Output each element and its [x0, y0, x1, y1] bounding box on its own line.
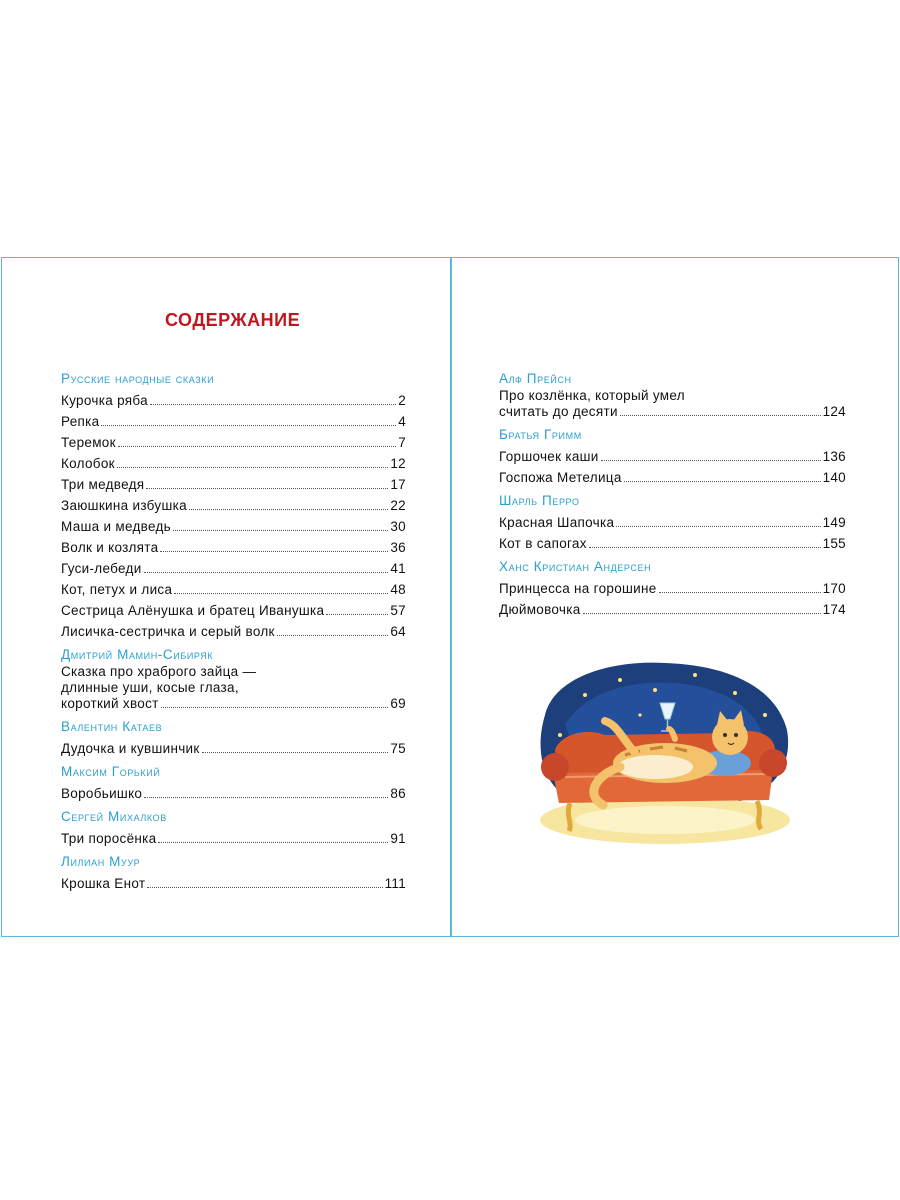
toc-author-heading: Ханс Кристиан Андерсен [499, 559, 652, 574]
toc-page-number: 41 [390, 561, 406, 576]
toc-page-number: 75 [390, 741, 406, 756]
toc-author-heading: Лилиан Муур [61, 854, 141, 869]
toc-entry-title: Дудочка и кувшинчик [61, 741, 200, 756]
toc-entry [61, 451, 406, 472]
toc-entry-title-line: длинные уши, косые глаза, [61, 680, 239, 695]
toc-page-number: 136 [822, 449, 846, 464]
toc-page-number: 22 [390, 498, 406, 513]
toc-entry-title: Сестрица Алёнушка и братец Иванушка [61, 603, 325, 618]
toc-page-number: 140 [822, 470, 846, 485]
toc-author-heading: Сергей Михалков [61, 809, 167, 824]
toc-entry-title: Три поросёнка [61, 831, 157, 846]
toc-leader-dots [146, 487, 388, 489]
toc-page-number: 7 [398, 435, 406, 450]
toc-left-column [61, 370, 406, 892]
toc-entry [499, 597, 846, 618]
toc-leader-dots [147, 886, 382, 888]
toc-page-number: 155 [822, 536, 846, 551]
toc-page-number: 124 [822, 404, 846, 419]
toc-entry-title: Кот в сапогах [499, 536, 587, 551]
toc-entry-title: Госпожа Метелица [499, 470, 622, 485]
toc-leader-dots [589, 546, 821, 548]
toc-leader-dots [620, 414, 821, 416]
toc-page-number: 17 [390, 477, 406, 492]
toc-author-heading: Дмитрий Мамин-Сибиряк [61, 647, 214, 662]
toc-entry-last-line [61, 696, 406, 712]
toc-entry [61, 598, 406, 619]
toc-leader-dots [326, 613, 388, 615]
toc-entry-title: Принцесса на горошине [499, 581, 657, 596]
toc-page-number: 170 [822, 581, 846, 596]
toc-entry [499, 465, 846, 486]
toc-entry [61, 871, 406, 892]
toc-entry [61, 472, 406, 493]
toc-page-number: 2 [398, 393, 406, 408]
toc-entry [61, 619, 406, 640]
toc-entry-title-line: считать до десяти [499, 404, 618, 419]
toc-page-number: 30 [390, 519, 406, 534]
toc-leader-dots [659, 591, 821, 593]
toc-leader-dots [160, 550, 388, 552]
toc-entry [61, 535, 406, 556]
toc-entry-title: Теремок [61, 435, 116, 450]
toc-page-number: 86 [390, 786, 406, 801]
page-divider [450, 257, 452, 937]
toc-entry-title-line: Про козлёнка, который умел [499, 388, 685, 403]
toc-page-number: 69 [390, 696, 406, 711]
toc-entry [499, 510, 846, 531]
toc-entry [61, 826, 406, 847]
toc-entry [61, 430, 406, 451]
toc-entry-title: Маша и медведь [61, 519, 171, 534]
toc-entry [499, 444, 846, 465]
cat-on-sofa-illustration [525, 655, 793, 847]
toc-entry [499, 576, 846, 597]
toc-page-number: 149 [822, 515, 846, 530]
toc-entry-title: Горшочек каши [499, 449, 599, 464]
toc-author-heading: Братья Гримм [499, 427, 582, 442]
toc-entry [61, 493, 406, 514]
toc-entry [499, 531, 846, 552]
book-spread [0, 257, 900, 941]
toc-entry [61, 664, 406, 712]
toc-entry-title: Волк и козлята [61, 540, 159, 555]
toc-author-heading: Русские народные сказки [61, 371, 215, 386]
toc-leader-dots [173, 529, 388, 531]
toc-leader-dots [118, 445, 396, 447]
toc-entry-title: Кот, петух и лиса [61, 582, 173, 597]
toc-entry-title: Воробьишко [61, 786, 143, 801]
toc-entry [61, 736, 406, 757]
toc-entry [61, 556, 406, 577]
toc-entry-title: Дюймовочка [499, 602, 581, 617]
page-title: СОДЕРЖАНИЕ [165, 310, 301, 330]
toc-entry [499, 388, 846, 420]
toc-page-number: 64 [390, 624, 406, 639]
toc-page-number: 174 [822, 602, 846, 617]
toc-leader-dots [624, 480, 821, 482]
toc-page-number: 57 [390, 603, 406, 618]
toc-entry-title: Лисичка-сестричка и серый волк [61, 624, 275, 639]
toc-leader-dots [144, 571, 389, 573]
toc-page-number: 91 [390, 831, 406, 846]
toc-entry-title: Курочка ряба [61, 393, 148, 408]
toc-entry-title: Гуси-лебеди [61, 561, 142, 576]
toc-leader-dots [583, 612, 821, 614]
toc-author-heading: Шарль Перро [499, 493, 580, 508]
toc-entry-title-line: короткий хвост [61, 696, 159, 711]
toc-leader-dots [616, 525, 820, 527]
toc-leader-dots [189, 508, 388, 510]
toc-entry-title: Заюшкина избушка [61, 498, 187, 513]
toc-author-heading: Максим Горький [61, 764, 161, 779]
toc-entry-title: Крошка Енот [61, 876, 146, 891]
toc-leader-dots [144, 796, 388, 798]
toc-entry-title-line: Сказка про храброго зайца — [61, 664, 257, 679]
toc-author-heading: Валентин Катаев [61, 719, 163, 734]
toc-leader-dots [158, 841, 388, 843]
toc-page-number: 4 [398, 414, 406, 429]
toc-entry-title: Репка [61, 414, 100, 429]
toc-leader-dots [101, 424, 396, 426]
toc-leader-dots [601, 459, 821, 461]
toc-entry [61, 514, 406, 535]
toc-entry-title: Три медведя [61, 477, 145, 492]
toc-entry [61, 781, 406, 802]
toc-entry [61, 388, 406, 409]
toc-leader-dots [277, 634, 389, 636]
toc-entry-title: Колобок [61, 456, 115, 471]
toc-entry-title: Красная Шапочка [499, 515, 615, 530]
toc-entry-last-line [499, 404, 846, 420]
toc-right-column [499, 370, 846, 618]
toc-page-number: 111 [384, 876, 406, 891]
toc-leader-dots [150, 403, 396, 405]
toc-leader-dots [202, 751, 389, 753]
toc-entry [61, 577, 406, 598]
toc-entry [61, 409, 406, 430]
toc-page-number: 48 [390, 582, 406, 597]
toc-page-number: 36 [390, 540, 406, 555]
toc-leader-dots [161, 706, 389, 708]
toc-leader-dots [174, 592, 388, 594]
toc-leader-dots [117, 466, 389, 468]
toc-author-heading: Алф Прейсн [499, 371, 572, 386]
toc-page-number: 12 [390, 456, 406, 471]
